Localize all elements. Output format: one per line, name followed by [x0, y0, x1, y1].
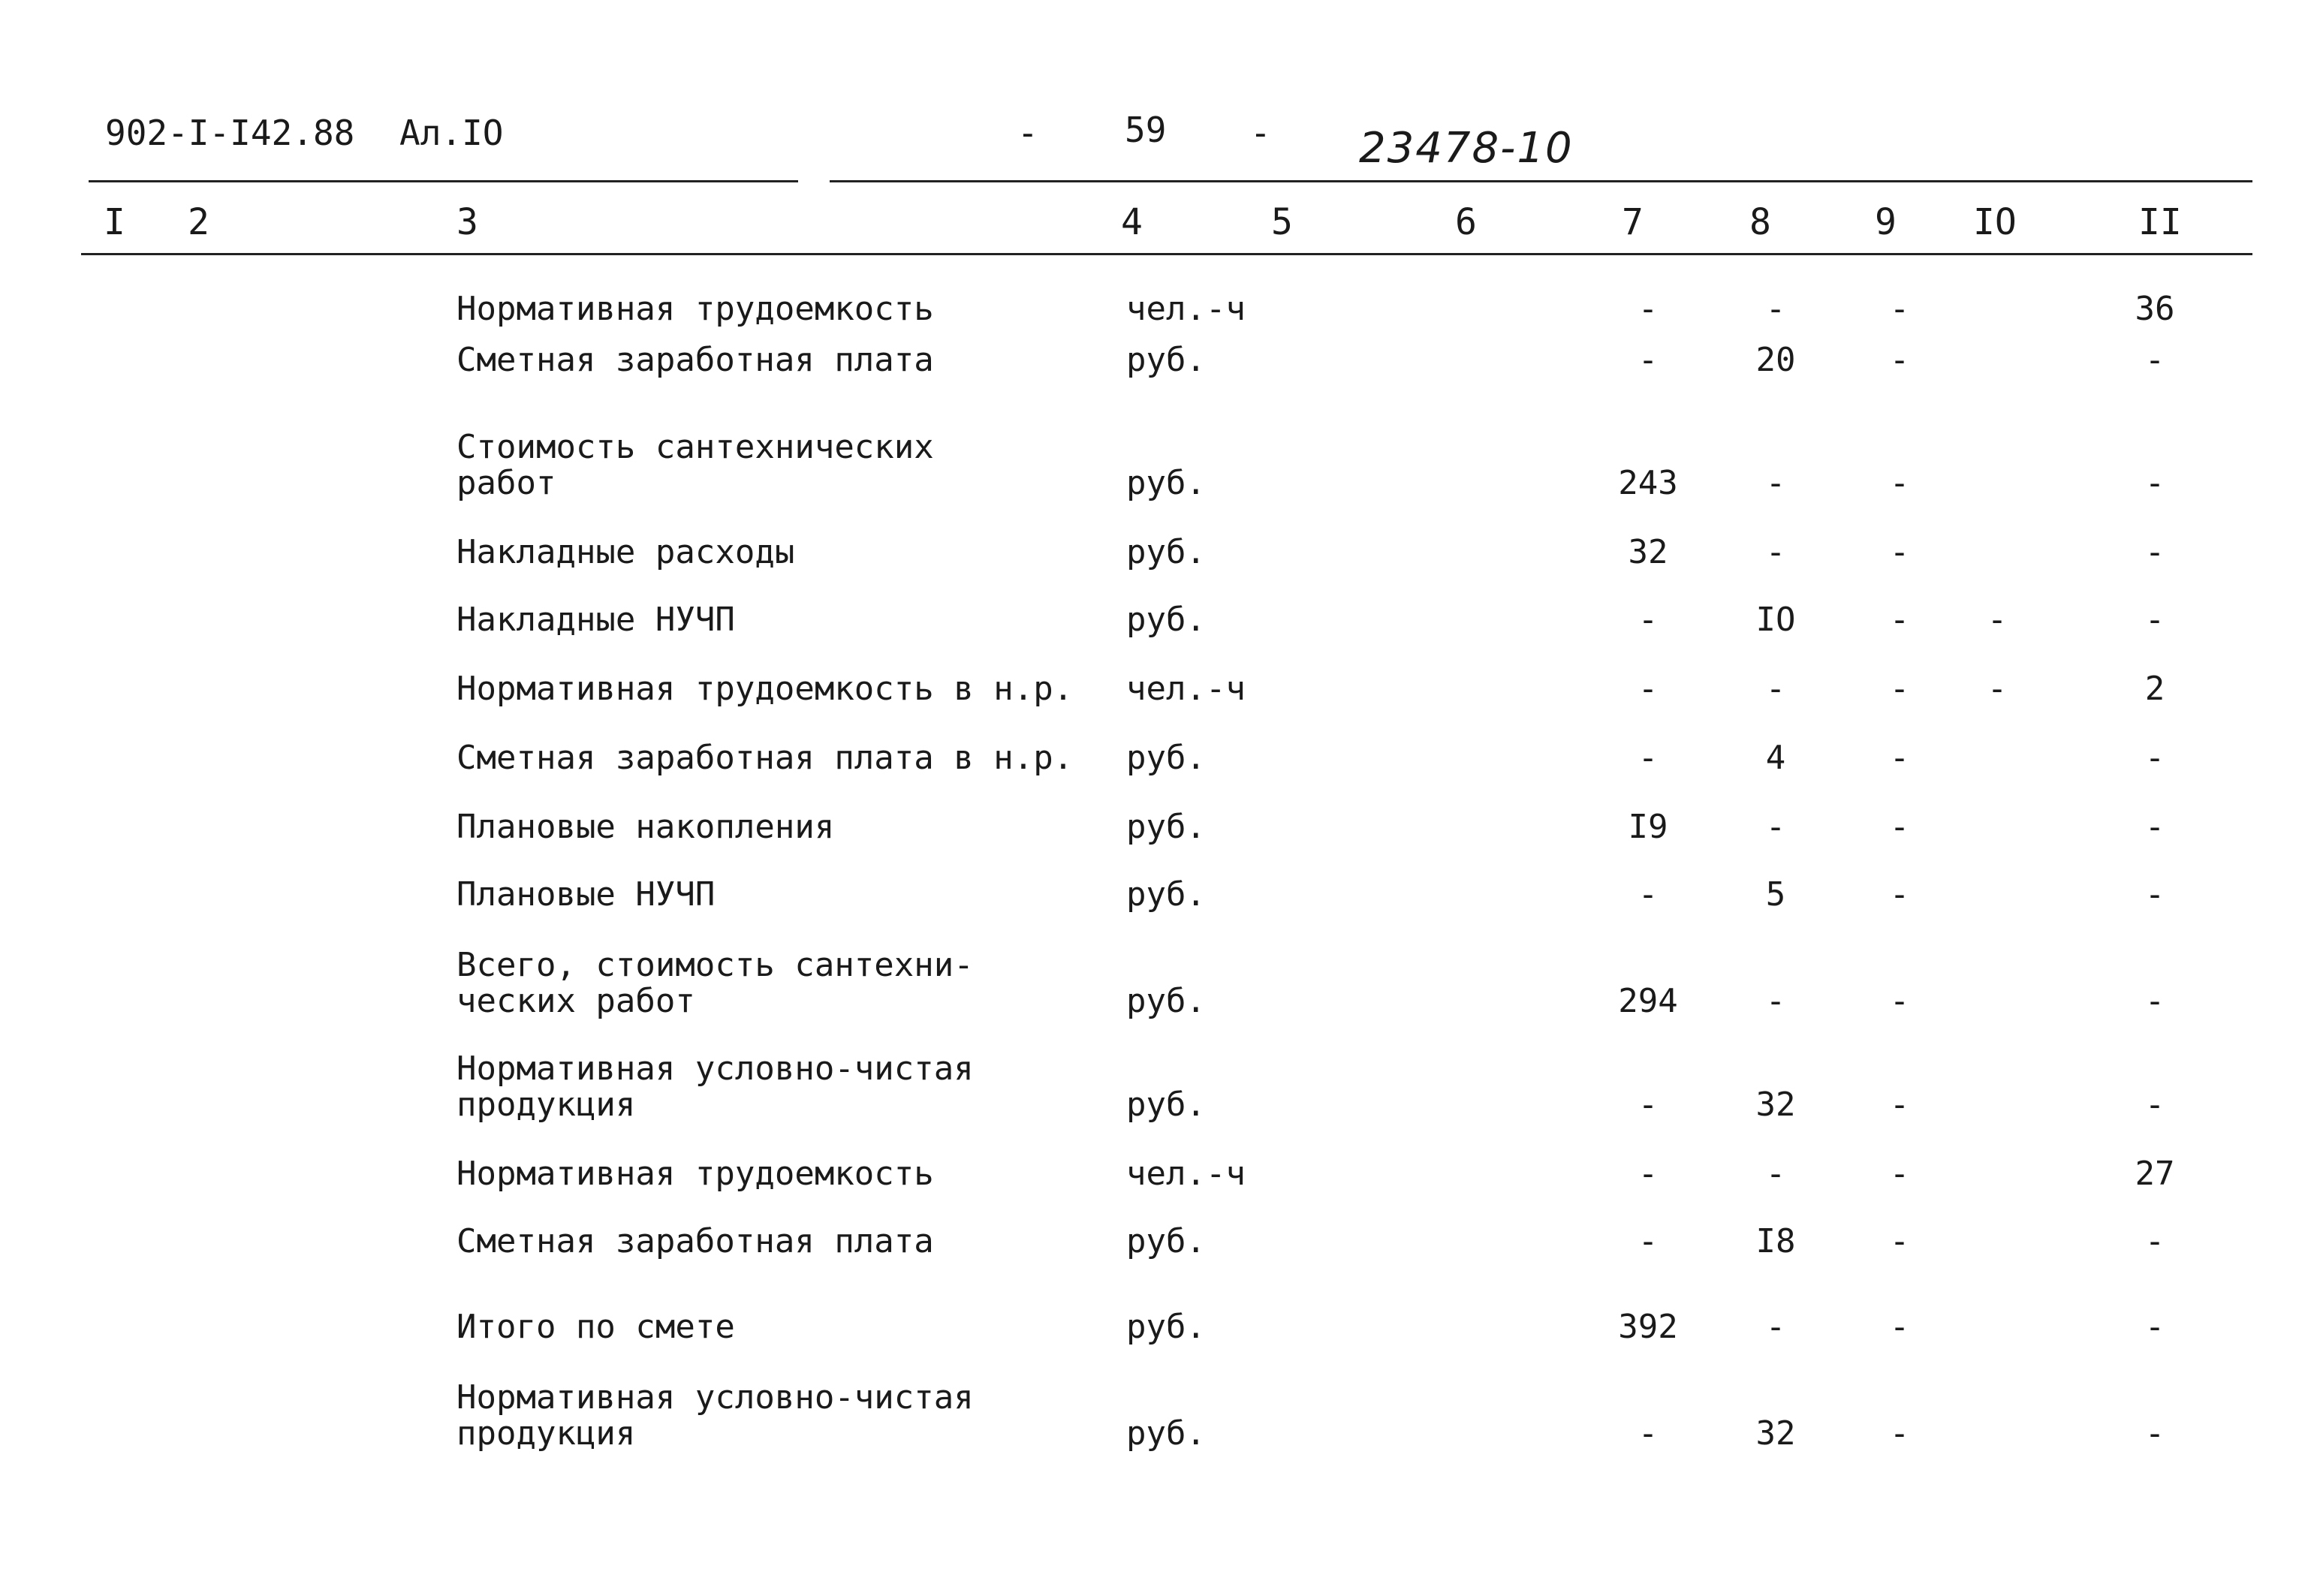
- cell-col-7: -: [1638, 670, 1659, 708]
- cell-col-8: -: [1765, 808, 1786, 846]
- row-label: Сметная заработная плата в н.р.: [456, 739, 1074, 777]
- row-label: Итого по смете: [456, 1308, 735, 1346]
- cell-col-7: -: [1638, 1155, 1659, 1193]
- cell-col-11: -: [2144, 1086, 2165, 1124]
- row-label: Нормативная трудоемкость: [456, 1155, 934, 1193]
- cell-col-7: -: [1638, 1414, 1659, 1453]
- cell-col-9: -: [1889, 670, 1910, 708]
- cell-col-9: -: [1889, 533, 1910, 571]
- cell-col-8: -: [1765, 1308, 1786, 1346]
- cell-col-11: -: [2144, 1308, 2165, 1346]
- cell-col-8: -: [1765, 464, 1786, 502]
- row-label: Плановые НУЧП: [456, 875, 716, 914]
- cell-col-8: -: [1765, 670, 1786, 708]
- column-number-11: II: [2138, 201, 2182, 243]
- cell-col-7: -: [1638, 1086, 1659, 1124]
- row-label: Нормативная трудоемкость: [456, 290, 934, 328]
- column-number-8: 8: [1749, 201, 1771, 243]
- album-label: Ал.IO: [399, 113, 504, 153]
- cell-col-7: -: [1638, 341, 1659, 379]
- column-header-rule: [81, 253, 2252, 255]
- cell-col-9: -: [1889, 875, 1910, 914]
- cell-col-9: -: [1889, 290, 1910, 328]
- row-unit: руб.: [1126, 533, 1206, 571]
- row-unit: чел.-ч: [1126, 670, 1246, 708]
- row-unit: руб.: [1126, 1308, 1206, 1346]
- row-label: Накладные расходы: [456, 533, 795, 571]
- row-unit: руб.: [1126, 1222, 1206, 1260]
- cell-col-11: -: [2144, 464, 2165, 502]
- cell-col-8: I8: [1755, 1222, 1796, 1260]
- page-dash-left: -: [1017, 113, 1038, 153]
- row-unit: чел.-ч: [1126, 1155, 1246, 1193]
- cell-col-11: -: [2144, 982, 2165, 1020]
- column-number-6: 6: [1455, 201, 1477, 243]
- cell-col-8: 20: [1755, 341, 1796, 379]
- cell-col-9: -: [1889, 601, 1910, 639]
- row-label: Накладные НУЧП: [456, 601, 735, 639]
- cell-col-11: -: [2144, 341, 2165, 379]
- cell-col-7: 32: [1628, 533, 1668, 571]
- row-unit: руб.: [1126, 982, 1206, 1020]
- column-number-1: I: [104, 201, 125, 243]
- column-number-2: 2: [188, 201, 209, 243]
- cell-col-10: -: [1987, 670, 2008, 708]
- cell-col-8: -: [1765, 290, 1786, 328]
- cell-col-8: 5: [1765, 875, 1786, 914]
- row-label: Всего, стоимость сантехни- ческих работ: [456, 946, 974, 1020]
- cell-col-11: -: [2144, 1222, 2165, 1260]
- cell-col-8: 32: [1755, 1086, 1796, 1124]
- row-unit: руб.: [1126, 464, 1206, 502]
- cell-col-7: -: [1638, 1222, 1659, 1260]
- cell-col-8: -: [1765, 1155, 1786, 1193]
- cell-col-8: -: [1765, 533, 1786, 571]
- row-label: Нормативная условно-чистая продукция: [456, 1049, 974, 1124]
- cell-col-7: 243: [1618, 464, 1678, 502]
- column-number-7: 7: [1622, 201, 1644, 243]
- cell-col-7: -: [1638, 875, 1659, 914]
- row-unit: руб.: [1126, 1086, 1206, 1124]
- header-rule-right: [830, 180, 2252, 182]
- cell-col-8: 32: [1755, 1414, 1796, 1453]
- cell-col-11: -: [2144, 533, 2165, 571]
- cell-col-9: -: [1889, 1308, 1910, 1346]
- column-number-4: 4: [1121, 201, 1143, 243]
- header-rule-left: [89, 180, 798, 182]
- cell-col-11: 2: [2144, 670, 2165, 708]
- row-label: Стоимость сантехнических работ: [456, 428, 934, 502]
- cell-col-9: -: [1889, 739, 1910, 777]
- handwritten-number: 23478-10: [1359, 124, 1574, 173]
- cell-col-9: -: [1889, 1086, 1910, 1124]
- cell-col-11: -: [2144, 601, 2165, 639]
- cell-col-9: -: [1889, 1414, 1910, 1453]
- cell-col-10: -: [1987, 601, 2008, 639]
- column-number-5: 5: [1271, 201, 1293, 243]
- cell-col-11: -: [2144, 739, 2165, 777]
- cell-col-7: 294: [1618, 982, 1678, 1020]
- row-unit: руб.: [1126, 601, 1206, 639]
- cell-col-7: -: [1638, 290, 1659, 328]
- cell-col-7: 392: [1618, 1308, 1678, 1346]
- cell-col-7: I9: [1628, 808, 1668, 846]
- row-label: Сметная заработная плата: [456, 341, 934, 379]
- cell-col-8: 4: [1765, 739, 1786, 777]
- cell-col-11: 27: [2135, 1155, 2175, 1193]
- row-unit: руб.: [1126, 341, 1206, 379]
- document-code: 902-I-I42.88: [105, 113, 355, 153]
- cell-col-11: -: [2144, 808, 2165, 846]
- row-label: Нормативная трудоемкость в н.р.: [456, 670, 1074, 708]
- cell-col-9: -: [1889, 464, 1910, 502]
- column-number-10: IO: [1973, 201, 2017, 243]
- cell-col-9: -: [1889, 808, 1910, 846]
- cell-col-11: -: [2144, 875, 2165, 914]
- column-number-9: 9: [1875, 201, 1897, 243]
- page-number: 59: [1125, 110, 1167, 150]
- row-label: Сметная заработная плата: [456, 1222, 934, 1260]
- cell-col-9: -: [1889, 341, 1910, 379]
- cell-col-11: 36: [2135, 290, 2175, 328]
- cell-col-9: -: [1889, 1155, 1910, 1193]
- cell-col-8: IO: [1755, 601, 1796, 639]
- cell-col-9: -: [1889, 1222, 1910, 1260]
- page-dash-right: -: [1250, 113, 1271, 153]
- row-unit: руб.: [1126, 875, 1206, 914]
- cell-col-9: -: [1889, 982, 1910, 1020]
- row-unit: руб.: [1126, 1414, 1206, 1453]
- row-unit: чел.-ч: [1126, 290, 1246, 328]
- cell-col-7: -: [1638, 601, 1659, 639]
- cell-col-8: -: [1765, 982, 1786, 1020]
- row-unit: руб.: [1126, 739, 1206, 777]
- cell-col-7: -: [1638, 739, 1659, 777]
- row-label: Нормативная условно-чистая продукция: [456, 1378, 974, 1453]
- row-label: Плановые накопления: [456, 808, 835, 846]
- row-unit: руб.: [1126, 808, 1206, 846]
- cell-col-11: -: [2144, 1414, 2165, 1453]
- column-number-3: 3: [456, 201, 478, 243]
